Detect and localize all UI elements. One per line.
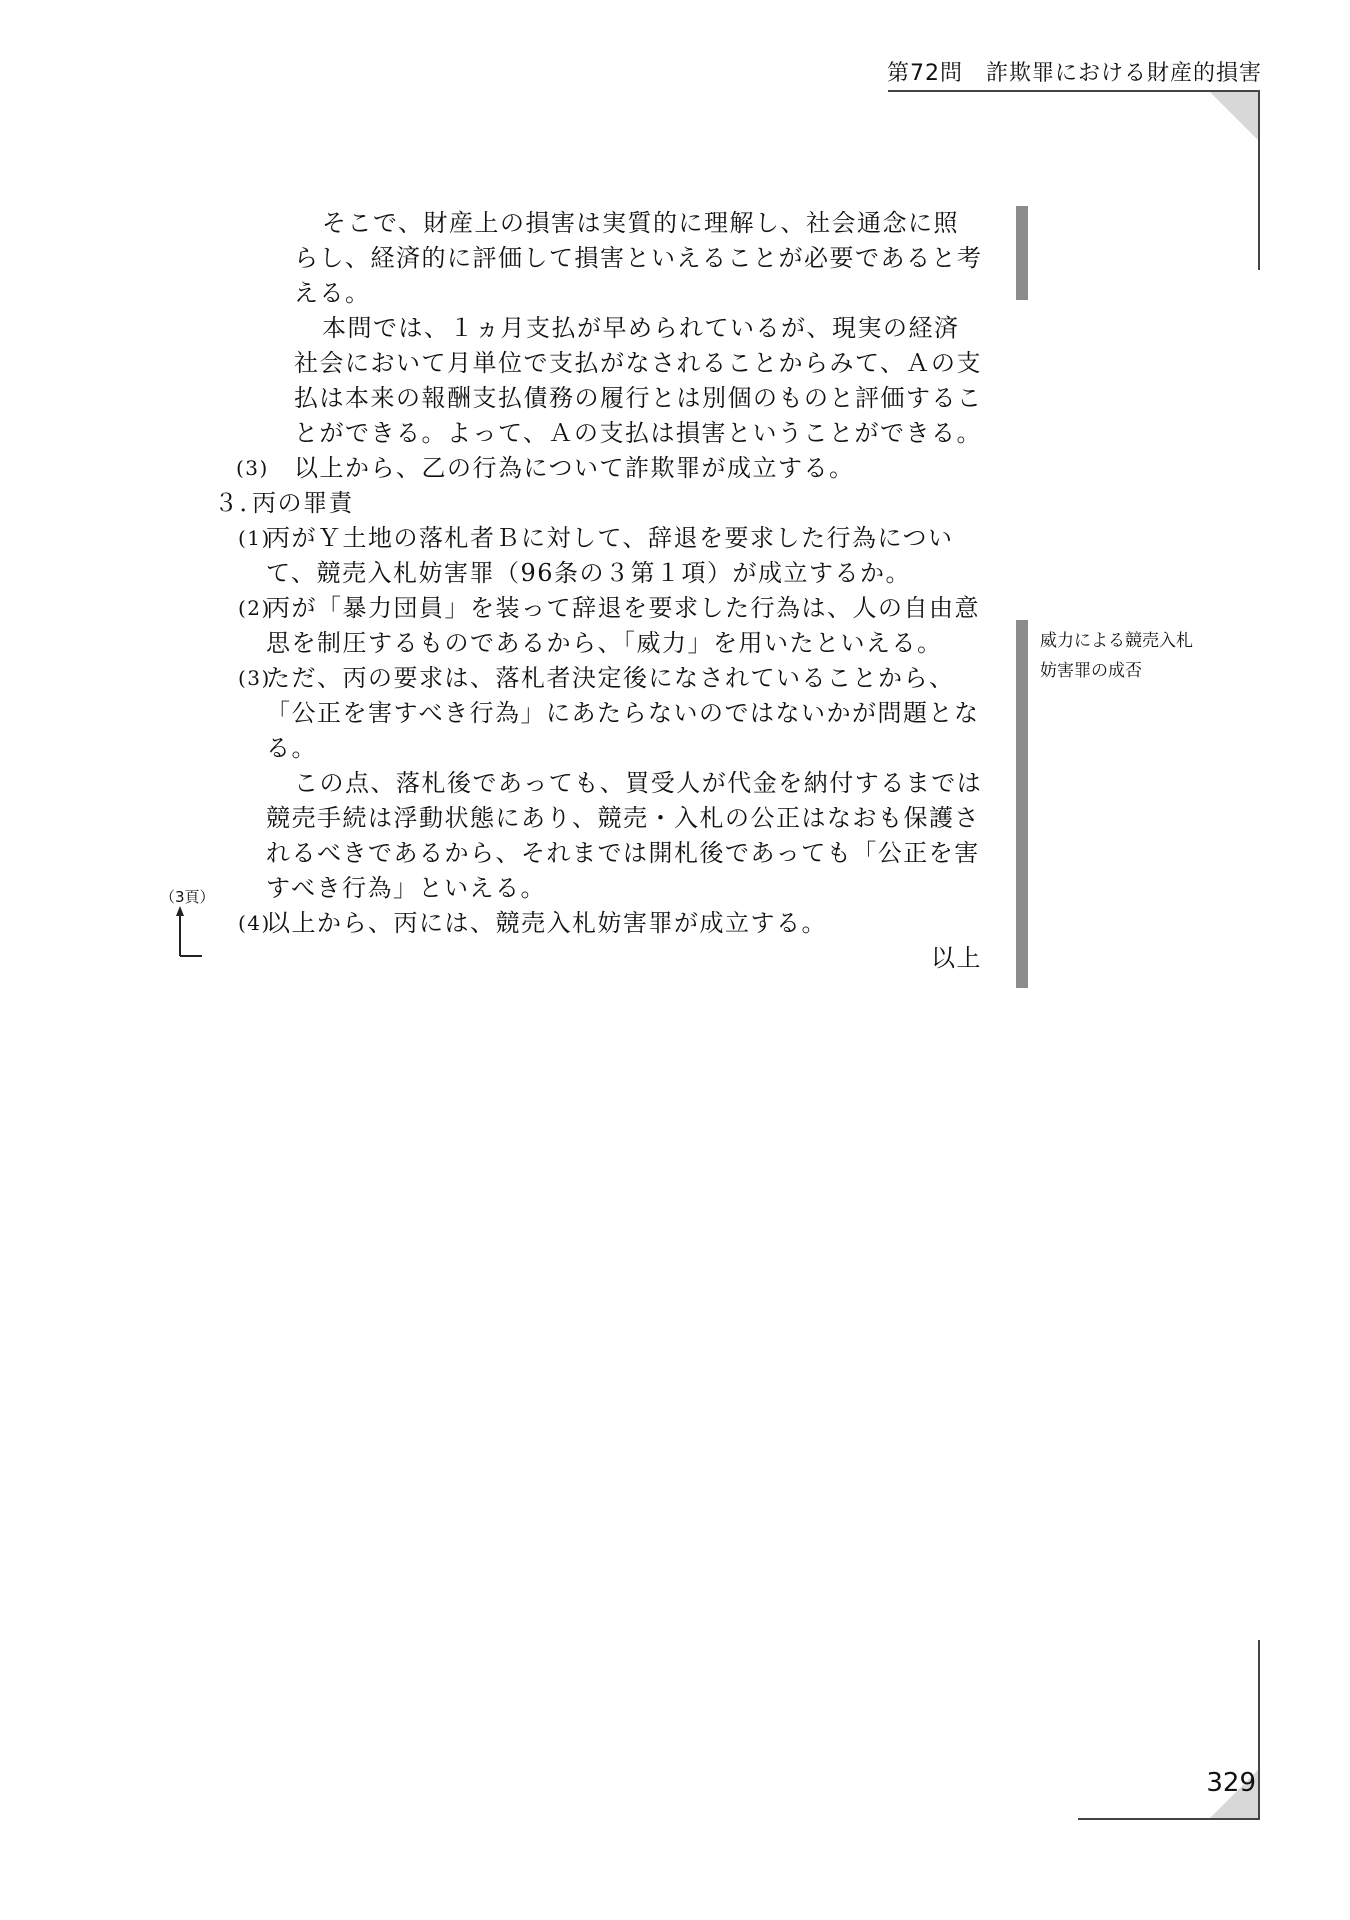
item-3-4 xyxy=(214,906,984,941)
answer-body xyxy=(214,206,984,976)
item-number: (3) xyxy=(236,456,269,480)
margin-note-line: 威力による競売入札 xyxy=(1040,631,1193,651)
margin-note-line: 妨害罪の成否 xyxy=(1040,661,1142,681)
item-text: 以上から、乙の行為について詐欺罪が成立する。 xyxy=(294,454,855,482)
bottom-margin-line xyxy=(1258,1640,1260,1820)
margin-bar-upper xyxy=(1016,206,1028,300)
margin-bar-lower xyxy=(1016,620,1028,988)
header-rule xyxy=(888,90,1260,92)
heading-text: 丙の罪責 xyxy=(252,489,354,517)
page-number: 329 xyxy=(1206,1768,1256,1798)
item-text: ただ、丙の要求は、落札者決定後になされていることから、「公正を害すべき行為」にあたらないのではないかが問題となる。 xyxy=(266,664,980,762)
top-margin-line xyxy=(1258,90,1260,270)
top-corner-marker xyxy=(1210,92,1258,140)
closing-mark: 以上 xyxy=(931,944,982,972)
reference-arrow-icon xyxy=(176,906,206,958)
item-2-3 xyxy=(214,451,984,486)
item-text: 以上から、丙には、競売入札妨害罪が成立する。 xyxy=(266,909,827,937)
page-reference-label: （3頁） xyxy=(160,888,215,906)
footer-rule xyxy=(1078,1818,1260,1820)
heading-number: ３． xyxy=(214,489,265,517)
item-number: (1) xyxy=(238,526,271,550)
paragraph-application: 本問では、１ヵ月支払が早められているが、現実の経済社会において月単位で支払がなされることからみて、Ａの支払は本来の報酬支払債務の履行とは別個のものと評価することができる。よって、Ａの支払は損害ということができる。 xyxy=(294,314,983,447)
paragraph-bidding-fairness: この点、落札後であっても、買受人が代金を納付するまでは競売手続は浮動状態にあり、競売・入札の公正はなおも保護されるべきであるから、それまでは開札後であっても「公正を害すべき行為」といえる。 xyxy=(266,769,983,902)
section-heading-3 xyxy=(214,486,984,521)
item-3-1 xyxy=(214,521,984,591)
item-text: 丙がＹ土地の落札者Ｂに対して、辞退を要求した行為について、競売入札妨害罪（96条の３第１項）が成立するか。 xyxy=(266,524,954,587)
item-3-2 xyxy=(214,591,984,661)
item-number: (4) xyxy=(238,911,271,935)
margin-note xyxy=(1040,626,1193,686)
item-3-3 xyxy=(214,661,984,766)
item-number: (3) xyxy=(238,666,271,690)
running-header-title: 第72問 詐欺罪における財産的損害 xyxy=(887,61,1262,86)
item-number: (2) xyxy=(238,596,271,620)
paragraph-damage-standard: そこで、財産上の損害は実質的に理解し、社会通念に照らし、経済的に評価して損害といえることが必要であると考える。 xyxy=(294,209,983,307)
item-text: 丙が「暴力団員」を装って辞退を要求した行為は、人の自由意思を制圧するものであるから、「威力」を用いたといえる。 xyxy=(266,594,980,657)
